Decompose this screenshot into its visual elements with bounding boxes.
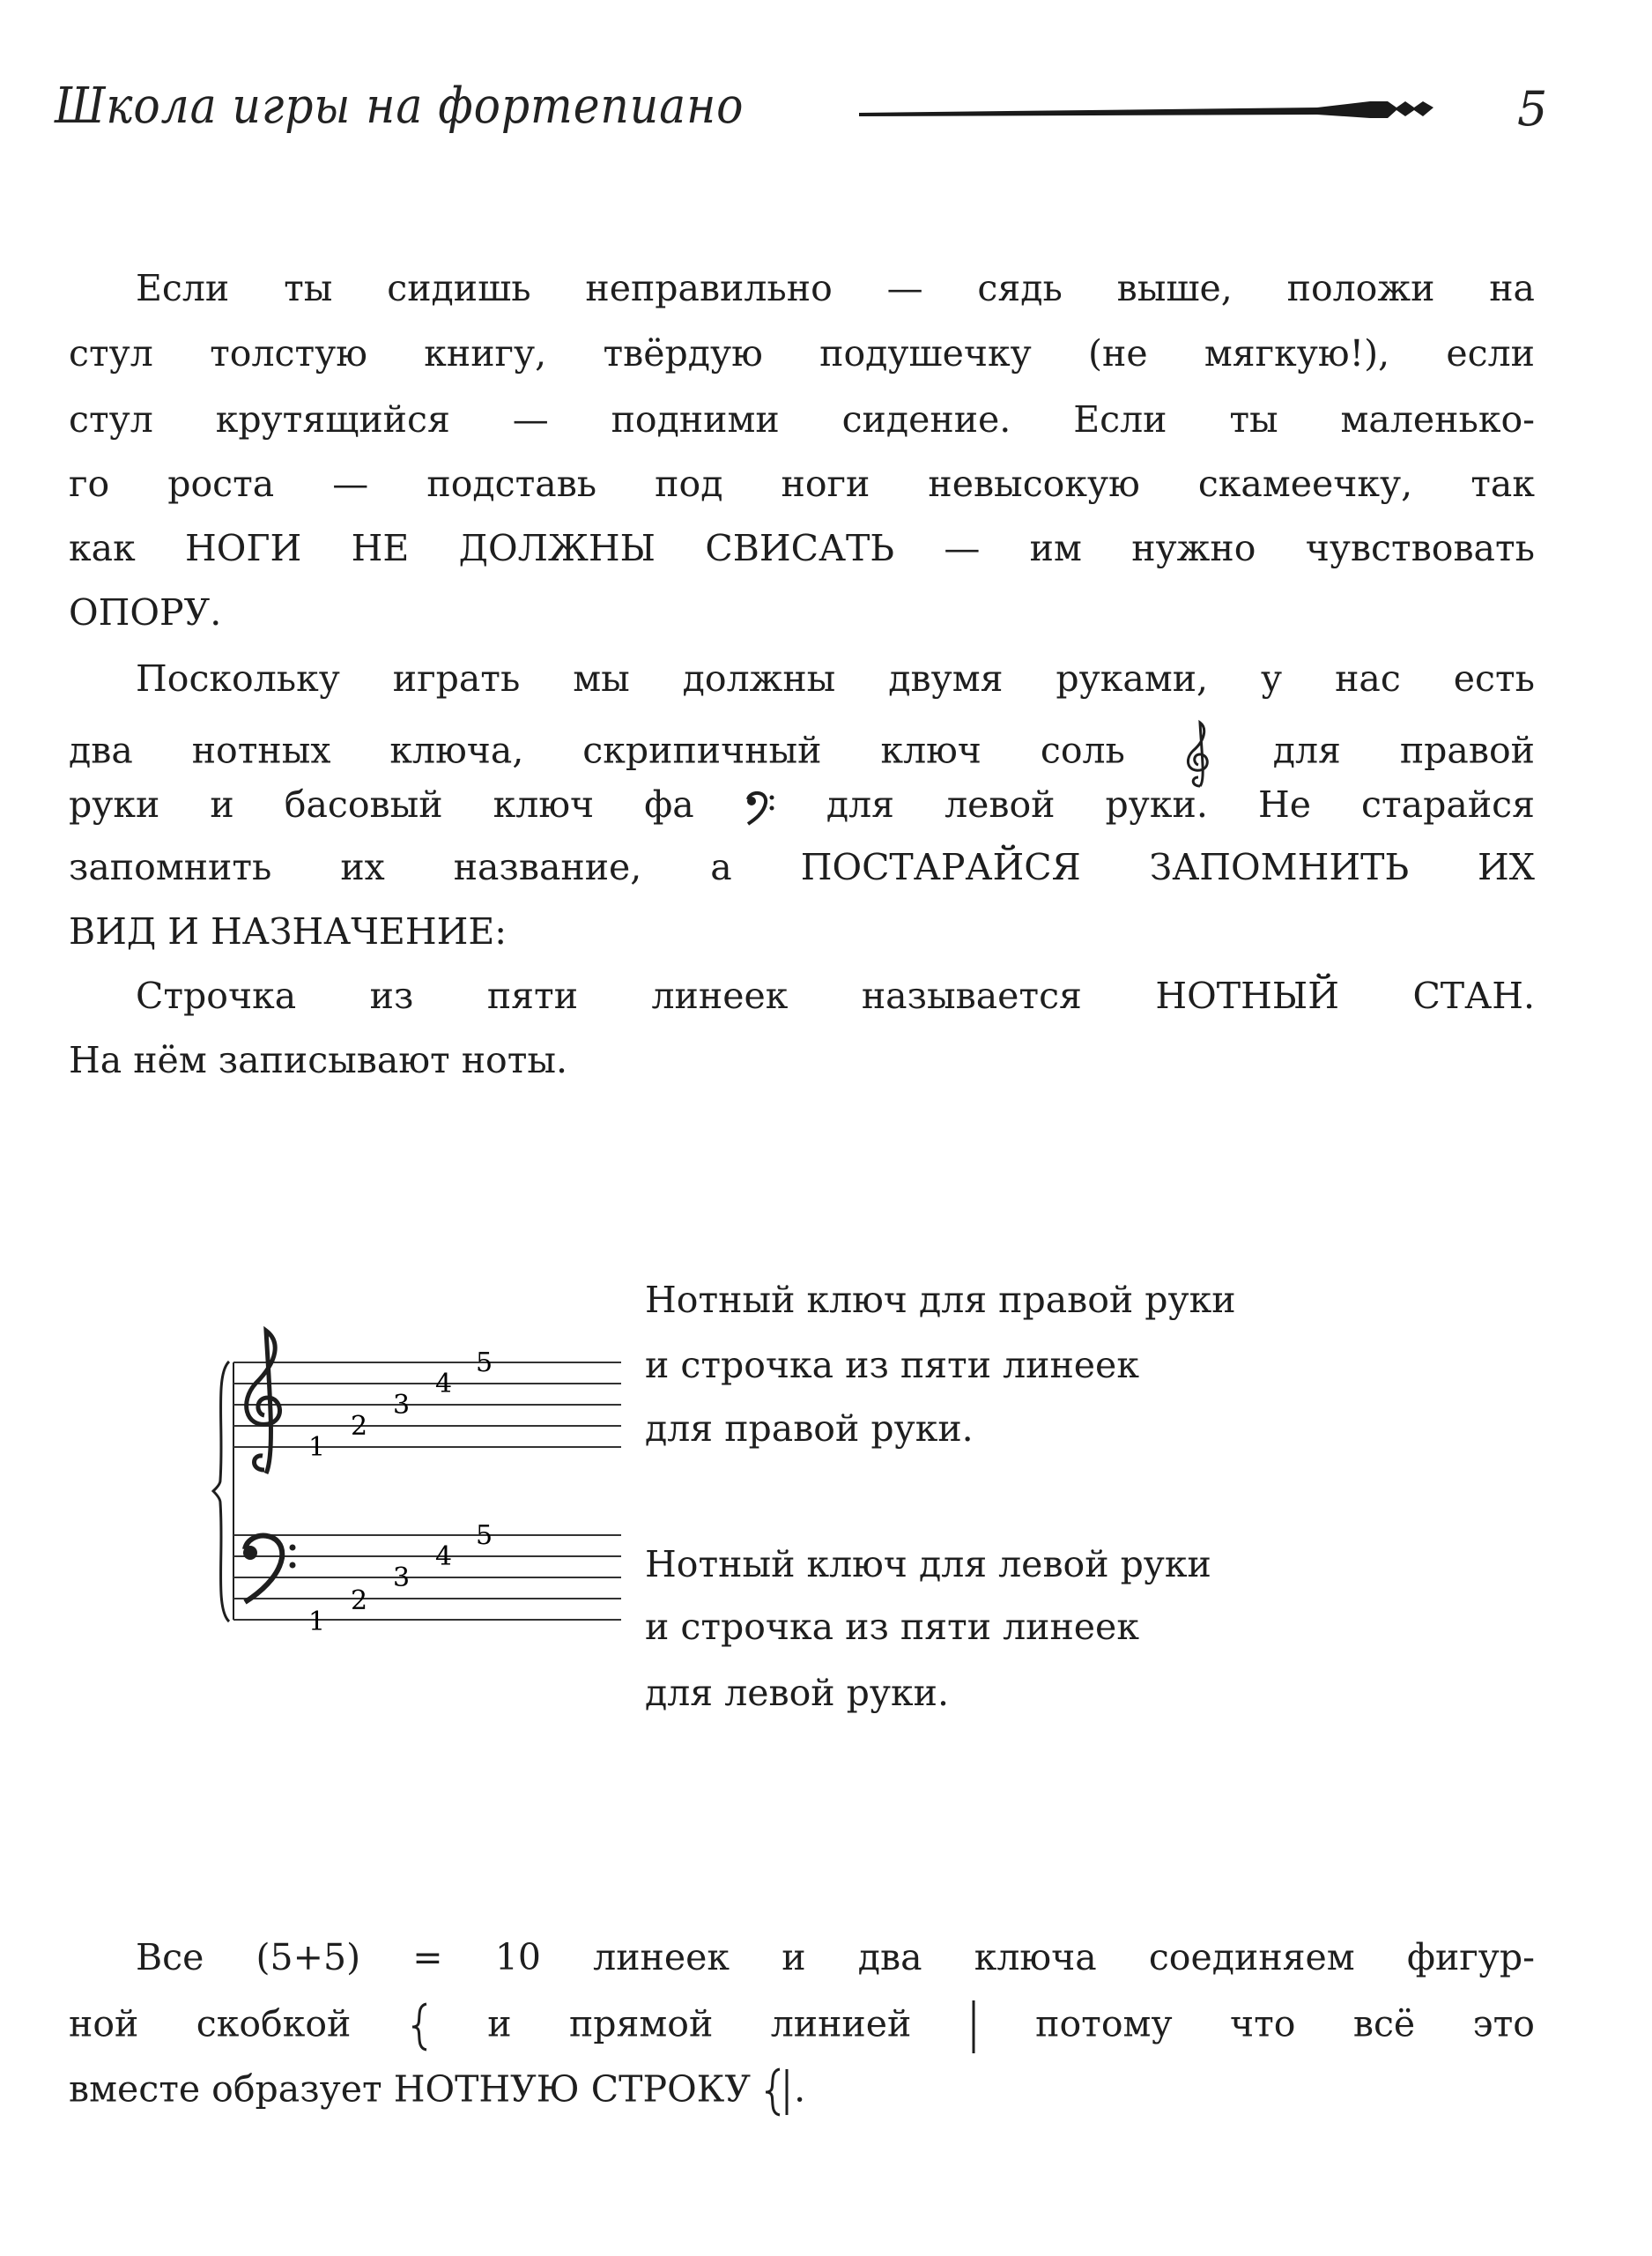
treble-clef-icon — [247, 1331, 280, 1473]
brace — [213, 1362, 229, 1622]
line-number: 2 — [351, 1411, 368, 1442]
caption-line: Нотный ключ для правой руки — [645, 1279, 1236, 1321]
brace-icon — [409, 2000, 430, 2053]
text-line: как НОГИ НЕ ДОЛЖНЫ СВИСАТЬ — им нужно чувствовать — [69, 527, 1535, 569]
page-number: 5 — [1517, 81, 1548, 137]
line-number: 5 — [476, 1347, 493, 1378]
treble-clef-icon — [1184, 719, 1214, 788]
grand-staff-diagram — [211, 1322, 634, 1657]
text-segment: потому что всё это — [1035, 2002, 1535, 2045]
book-title: Школа игры на фортепиано — [55, 78, 745, 135]
caption-line: и строчка из пяти линеек — [645, 1606, 1139, 1648]
text-line — [69, 719, 1535, 788]
caption-line: Нотный ключ для левой руки — [645, 1543, 1211, 1585]
line-number: 4 — [435, 1541, 453, 1572]
bass-clef-icon — [745, 790, 776, 826]
text-line: го роста — подставь под ноги невысокую скамеечку, так — [69, 463, 1535, 505]
barline-icon — [969, 2000, 978, 2053]
line-number: 3 — [393, 1390, 411, 1421]
text-segment: для левой руки. Не старайся — [826, 783, 1535, 826]
text-line: запомнить их название, а ПОСТАРАЙСЯ ЗАПОМНИТЬ ИХ — [69, 846, 1535, 888]
caption-line: для левой руки. — [645, 1672, 949, 1714]
line-number: 1 — [308, 1432, 326, 1463]
caption-line: для правой руки. — [645, 1407, 974, 1450]
text-segment: вместе образует НОТНУЮ СТРОКУ — [69, 2067, 752, 2111]
text-segment: для правой — [1272, 729, 1535, 772]
caption-line: и строчка из пяти линеек — [645, 1344, 1139, 1386]
text-segment: и прямой линией — [487, 2002, 912, 2045]
line-number: 3 — [393, 1562, 411, 1593]
bass-clef-icon — [243, 1536, 296, 1602]
line-number: 1 — [308, 1607, 326, 1637]
line-number: 2 — [351, 1585, 368, 1616]
ornamental-rule — [859, 99, 1476, 134]
text-line: Строчка из пяти линеек называется НОТНЫЙ СТАН. — [136, 975, 1535, 1017]
text-line: На нём записывают ноты. — [69, 1039, 568, 1081]
text-line: Поскольку играть мы должны двумя руками, у нас есть — [136, 657, 1535, 700]
text-line — [69, 783, 1535, 827]
text-line: ВИД И НАЗНАЧЕНИЕ: — [69, 910, 507, 953]
bass-staff — [233, 1520, 621, 1637]
text-line: ОПОРУ. — [69, 591, 222, 634]
text-line: Если ты сидишь неправильно — сядь выше, положи на — [136, 267, 1535, 309]
text-line: стул крутящийся — подними сидение. Если ты маленько- — [69, 398, 1535, 441]
text-segment: два нотных ключа, скрипичный ключ соль — [69, 729, 1125, 772]
text-segment: . — [794, 2067, 806, 2111]
text-line: Все (5+5) = 10 линеек и два ключа соединяем фигур- — [136, 1936, 1535, 1978]
text-segment: руки и басовый ключ фа — [69, 783, 694, 826]
text-line: стул толстую книгу, твёрдую подушечку (не мягкую!), если — [69, 332, 1535, 375]
text-segment: ной скобкой — [69, 2002, 352, 2045]
line-number: 5 — [476, 1520, 493, 1551]
line-number: 4 — [435, 1369, 453, 1399]
text-line — [69, 2000, 1535, 2053]
treble-staff — [233, 1331, 621, 1473]
system-brace-barline-icon — [762, 2066, 794, 2119]
text-line — [69, 2066, 1535, 2119]
